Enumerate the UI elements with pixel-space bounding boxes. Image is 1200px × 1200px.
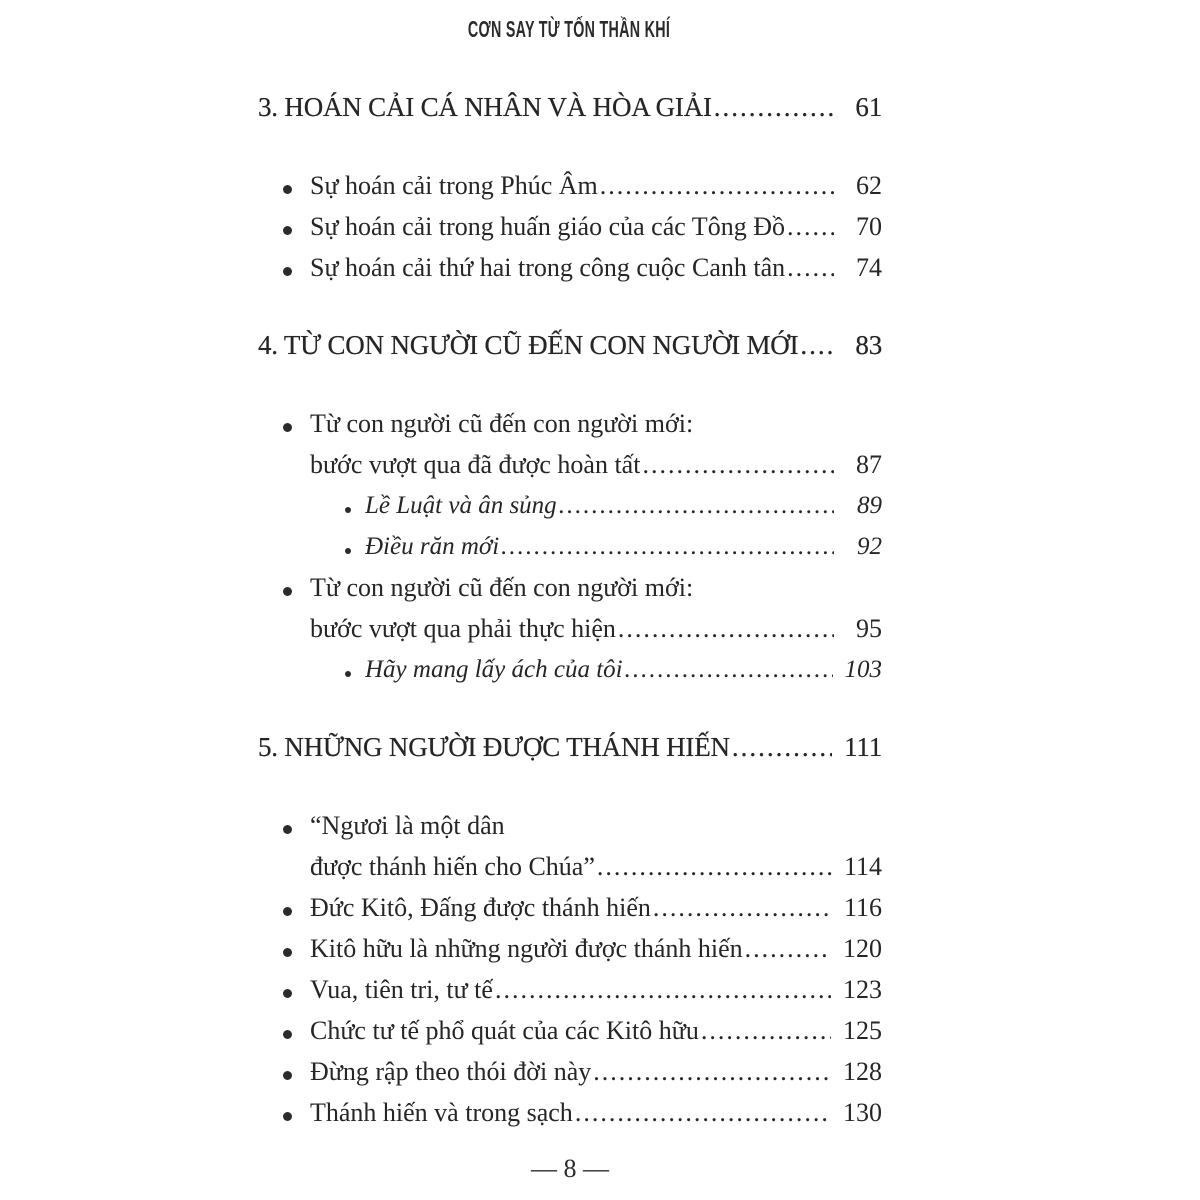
toc-item-page: 62 bbox=[856, 171, 882, 200]
dot-leader bbox=[501, 526, 834, 567]
toc-section-row bbox=[258, 325, 882, 366]
dot-leader bbox=[800, 325, 834, 366]
toc-item-page: 128 bbox=[843, 1057, 882, 1086]
toc-item-label: Đức Kitô, Đấng được thánh hiến bbox=[310, 893, 651, 922]
toc-subitem-page: 103 bbox=[844, 656, 882, 683]
toc-item-row bbox=[258, 969, 882, 1010]
toc-section-title: 4. TỪ CON NGƯỜI CŨ ĐẾN CON NGƯỜI MỚI bbox=[258, 330, 799, 360]
toc-subitem-page: 89 bbox=[857, 492, 882, 519]
bullet-icon bbox=[283, 1092, 310, 1133]
dot-leader bbox=[787, 247, 834, 288]
toc-item-label: được thánh hiến cho Chúa” bbox=[310, 852, 595, 881]
dot-leader bbox=[559, 485, 834, 526]
toc-subitem-row bbox=[258, 485, 882, 526]
toc-item-row bbox=[258, 403, 882, 444]
toc-item-label: Thánh hiến và trong sạch bbox=[310, 1098, 573, 1127]
toc-item-row bbox=[258, 165, 882, 206]
bullet-icon bbox=[283, 887, 310, 928]
toc-item-page: 123 bbox=[843, 975, 882, 1004]
toc-section-page: 61 bbox=[855, 92, 882, 122]
dot-leader bbox=[600, 165, 834, 206]
bullet-icon bbox=[345, 526, 365, 567]
toc-item-row bbox=[258, 928, 882, 969]
toc-item-page: 116 bbox=[843, 893, 882, 922]
toc-item-page: 125 bbox=[843, 1016, 882, 1045]
dot-leader bbox=[701, 1010, 831, 1051]
toc-item-label: bước vượt qua đã được hoàn tất bbox=[310, 450, 641, 479]
toc-item-label: Từ con người cũ đến con người mới: bbox=[310, 409, 694, 438]
toc-item-label: “Ngươi là một dân bbox=[310, 811, 505, 840]
toc-item-row bbox=[258, 247, 882, 288]
dot-leader bbox=[618, 608, 834, 649]
bullet-icon bbox=[345, 649, 365, 690]
bullet-icon bbox=[345, 485, 365, 526]
toc-section-title: 3. HOÁN CẢI CÁ NHÂN VÀ HÒA GIẢI bbox=[258, 92, 712, 122]
dot-leader bbox=[625, 649, 833, 690]
toc-item-continuation-row bbox=[258, 846, 882, 887]
dot-leader bbox=[593, 1051, 831, 1092]
toc-section-title: 5. NHỮNG NGƯỜI ĐƯỢC THÁNH HIẾN bbox=[258, 732, 730, 762]
toc-item-label: Vua, tiên tri, tư tế bbox=[310, 975, 493, 1004]
toc-item-row bbox=[258, 1051, 882, 1092]
toc-subitem-label: Lề Luật và ân sủng bbox=[365, 492, 557, 519]
dot-leader bbox=[787, 206, 834, 247]
bullet-icon bbox=[283, 567, 310, 608]
toc-section-page: 111 bbox=[844, 732, 882, 762]
toc-item-page: 114 bbox=[843, 852, 882, 881]
bullet-icon bbox=[283, 928, 310, 969]
toc-item-row bbox=[258, 887, 882, 928]
toc-subitem-row bbox=[258, 649, 882, 690]
toc-section-page: 83 bbox=[855, 330, 882, 360]
dot-leader bbox=[495, 969, 831, 1010]
toc-subitem-row bbox=[258, 526, 882, 567]
page-number-footer: — 8 — bbox=[531, 1154, 609, 1183]
bullet-icon bbox=[283, 247, 310, 288]
toc-section-row bbox=[258, 87, 882, 128]
toc-item-row bbox=[258, 206, 882, 247]
dot-leader bbox=[575, 1092, 831, 1133]
bullet-icon bbox=[283, 805, 310, 846]
running-header: CƠN SAY TỪ TỐN THẦN KHÍ bbox=[467, 16, 671, 42]
toc-item-continuation-row bbox=[258, 608, 882, 649]
toc-item-label: Sự hoán cải thứ hai trong công cuộc Canh tân bbox=[310, 253, 786, 282]
bullet-icon bbox=[283, 165, 310, 206]
toc-item-row bbox=[258, 1092, 882, 1133]
dot-leader bbox=[653, 887, 832, 928]
bullet-icon bbox=[283, 1051, 310, 1092]
toc-subitem-label: Điều răn mới bbox=[365, 533, 500, 560]
dot-leader bbox=[714, 87, 834, 128]
toc-subitem-label: Hãy mang lấy ách của tôi bbox=[365, 656, 623, 683]
dot-leader bbox=[597, 846, 832, 887]
bullet-icon bbox=[283, 206, 310, 247]
toc-item-label: Sự hoán cải trong huấn giáo của các Tông Đồ bbox=[310, 212, 785, 241]
toc-item-label: Chức tư tế phổ quát của các Kitô hữu bbox=[310, 1016, 699, 1045]
dot-leader bbox=[745, 928, 831, 969]
toc-item-page: 120 bbox=[843, 934, 882, 963]
toc-item-continuation-row bbox=[258, 444, 882, 485]
dot-leader bbox=[642, 444, 834, 485]
toc-item-page: 70 bbox=[856, 212, 882, 241]
toc-item-page: 74 bbox=[856, 253, 882, 282]
toc-item-label: Sự hoán cải trong Phúc Âm bbox=[310, 171, 598, 200]
toc-item-page: 95 bbox=[856, 614, 882, 643]
toc-item-row bbox=[258, 805, 882, 846]
toc-item-label: bước vượt qua phải thực hiện bbox=[310, 614, 616, 643]
toc-subitem-page: 92 bbox=[857, 533, 882, 560]
toc-item-page: 87 bbox=[856, 450, 882, 479]
dot-leader bbox=[732, 727, 832, 768]
toc-item-page: 130 bbox=[843, 1098, 882, 1127]
bullet-icon bbox=[283, 403, 310, 444]
toc-item-label: Kitô hữu là những người được thánh hiến bbox=[310, 934, 743, 963]
toc-section-row bbox=[258, 727, 882, 768]
toc-item-label: Đừng rập theo thói đời này bbox=[310, 1057, 592, 1086]
table-of-contents bbox=[258, 87, 882, 1133]
toc-item-row bbox=[258, 567, 882, 608]
bullet-icon bbox=[283, 969, 310, 1010]
bullet-icon bbox=[283, 1010, 310, 1051]
toc-item-label: Từ con người cũ đến con người mới: bbox=[310, 573, 694, 602]
toc-item-row bbox=[258, 1010, 882, 1051]
